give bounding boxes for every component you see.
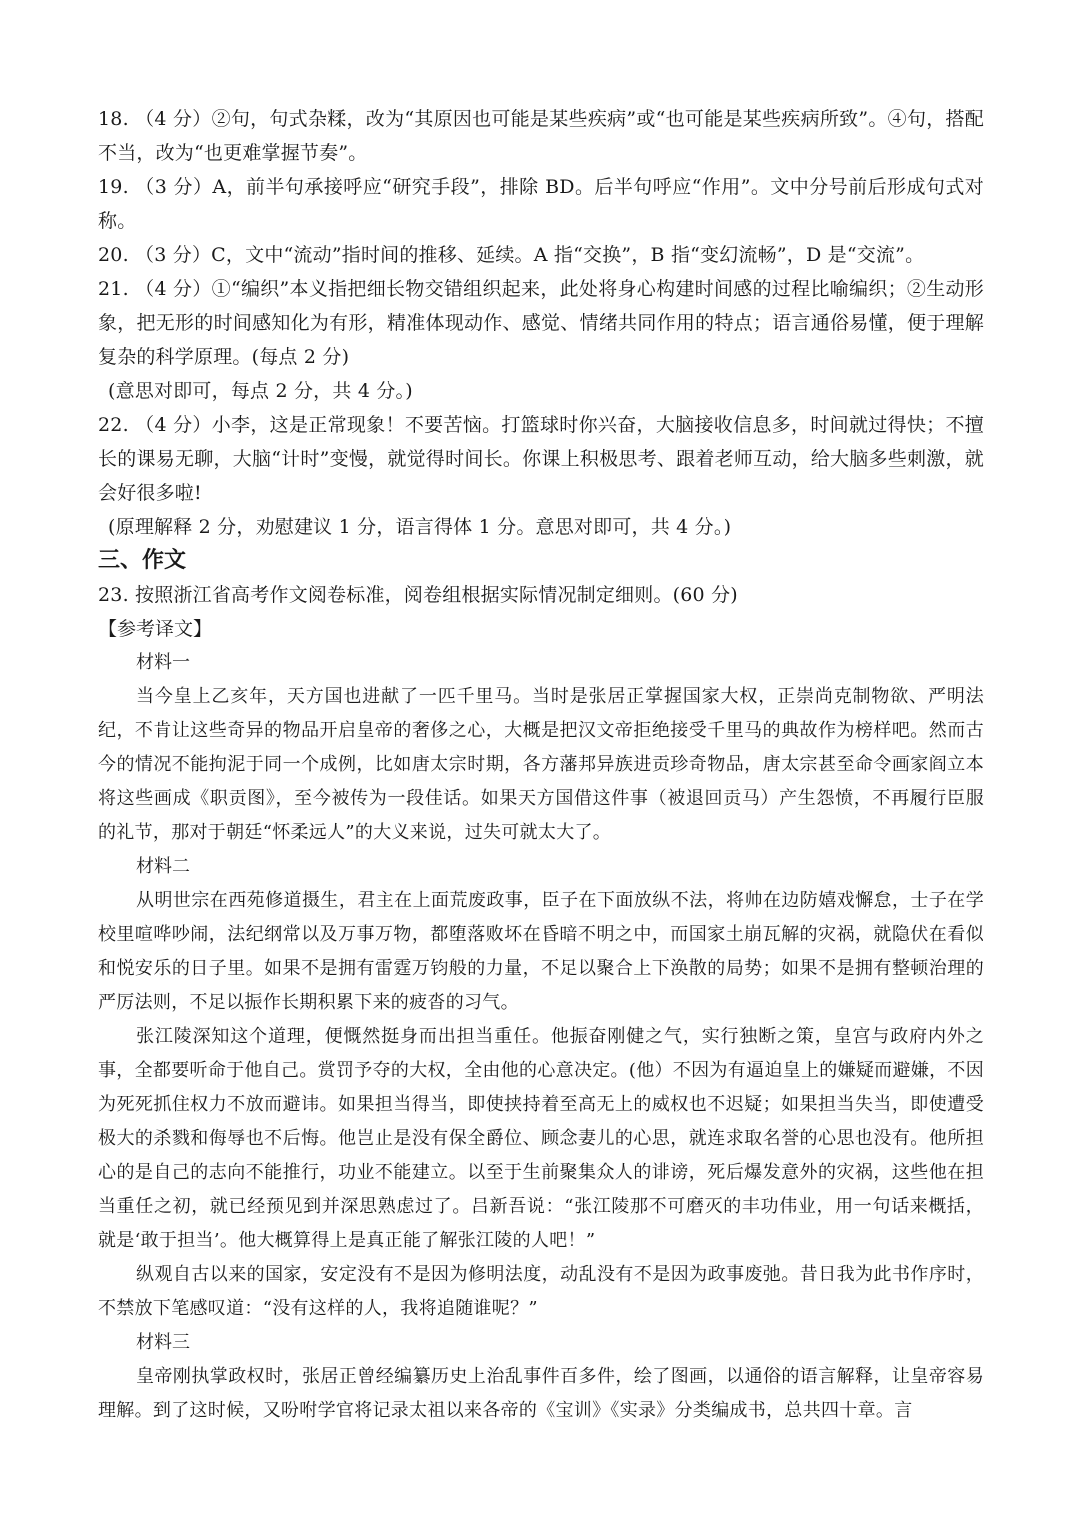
answer-22-note: (原理解释 2 分，劝慰建议 1 分，语言得体 1 分。意思对即可，共 4 分。) <box>108 516 732 538</box>
document-page <box>98 102 984 1428</box>
material-2-paragraph-3: 纵观自古以来的国家，安定没有不是因为修明法度，动乱没有不是因为政事废弛。昔日我为此书作序时，不禁放下笔感叹道：“没有这样的人，我将追随谁呢？” <box>98 1264 984 1319</box>
answer-20: 20. （3 分）C，文中“流动”指时间的推移、延续。A 指“交换”，B 指“变幻流畅”，D 是“交流”。 <box>98 244 925 266</box>
answer-19: 19. （3 分）A，前半句承接呼应“研究手段”，排除 BD。后半句呼应“作用”。文中分号前后形成句式对称。 <box>98 176 984 232</box>
section-title-composition: 三、作文 <box>98 548 187 573</box>
material-1-paragraph: 当今皇上乙亥年，天方国也进献了一匹千里马。当时是张居正掌握国家大权，正崇尚克制物欲、严明法纪，不肯让这些奇异的物品开启皇帝的奢侈之心，大概是把汉文帝拒绝接受千里马的典故作为榜样吧。然而古今的情况不能拘泥于同一个成例，比如唐太宗时期，各方藩邦异族进贡珍奇物品，唐太宗甚至命令画家阎立本将这些画成《职贡图》，至今被传为一段佳话。如果天方国借这件事（被退回贡马）产生怨愤，不再履行臣服的礼节，那对于朝廷“怀柔远人”的大义来说，过失可就太大了。 <box>98 686 984 843</box>
material-2-title: 材料二 <box>136 856 190 877</box>
answer-22: 22. （4 分）小李，这是正常现象！不要苦恼。打篮球时你兴奋，大脑接收信息多，时间就过得快；不擅长的课易无聊，大脑“计时”变慢，就觉得时间长。你课上积极思考、跟着老师互动，给大脑多些刺激，就会好很多啦! <box>98 414 984 504</box>
answer-21-note: (意思对即可，每点 2 分，共 4 分。) <box>108 380 413 402</box>
answer-21: 21. （4 分）①“编织”本义指把细长物交错组织起来，此处将身心构建时间感的过程比喻编织；②生动形象，把无形的时间感知化为有形，精准体现动作、感觉、情绪共同作用的特点；语言通俗易懂，便于理解复杂的科学原理。(每点 2 分) <box>98 278 984 368</box>
material-2-paragraph-2: 张江陵深知这个道理，便慨然挺身而出担当重任。他振奋刚健之气，实行独断之策，皇宫与政府内外之事，全都要听命于他自己。赏罚予夺的大权，全由他的心意决定。(他）不因为有逼迫皇上的嫌疑而避嫌，不因为死死抓住权力不放而避讳。如果担当得当，即使挟持着至高无上的威权也不迟疑；如果担当失当，即使遭受极大的杀戮和侮辱也不后悔。他岂止是没有保全爵位、顾念妻儿的心思，就连求取名誉的心思也没有。他所担心的是自己的志向不能推行，功业不能建立。以至于生前聚集众人的诽谤，死后爆发意外的灾祸，这些他在担当重任之初，就已经预见到并深思熟虑过了。吕新吾说：“张江陵那不可磨灭的丰功伟业，用一句话来概括，就是‘敢于担当’。他大概算得上是真正能了解张江陵的人吧！” <box>98 1026 984 1251</box>
material-3-title: 材料三 <box>136 1332 190 1353</box>
material-3-paragraph: 皇帝刚执掌政权时，张居正曾经编纂历史上治乱事件百多件，绘了图画，以通俗的语言解释，让皇帝容易理解。到了这时候，又吩咐学官将记录太祖以来各帝的《宝训》《实录》分类编成书，总共四十章。言 <box>98 1366 984 1421</box>
reference-translation-label: 【参考译文】 <box>98 618 213 640</box>
material-2-paragraph-1: 从明世宗在西苑修道摄生，君主在上面荒废政事，臣子在下面放纵不法，将帅在边防嬉戏懈怠，士子在学校里喧哗吵闹，法纪纲常以及万事万物，都堕落败坏在昏暗不明之中，而国家土崩瓦解的灾祸，就隐伏在看似和悦安乐的日子里。如果不是拥有雷霆万钧般的力量，不足以聚合上下涣散的局势；如果不是拥有整顿治理的严厉法则，不足以振作长期积累下来的疲沓的习气。 <box>98 890 984 1013</box>
answer-23: 23. 按照浙江省高考作文阅卷标准，阅卷组根据实际情况制定细则。(60 分) <box>98 584 738 606</box>
material-1-title: 材料一 <box>136 652 190 673</box>
answer-18: 18. （4 分）②句，句式杂糅，改为“其原因也可能是某些疾病”或“也可能是某些疾病所致”。④句，搭配不当，改为“也更难掌握节奏”。 <box>98 108 984 164</box>
